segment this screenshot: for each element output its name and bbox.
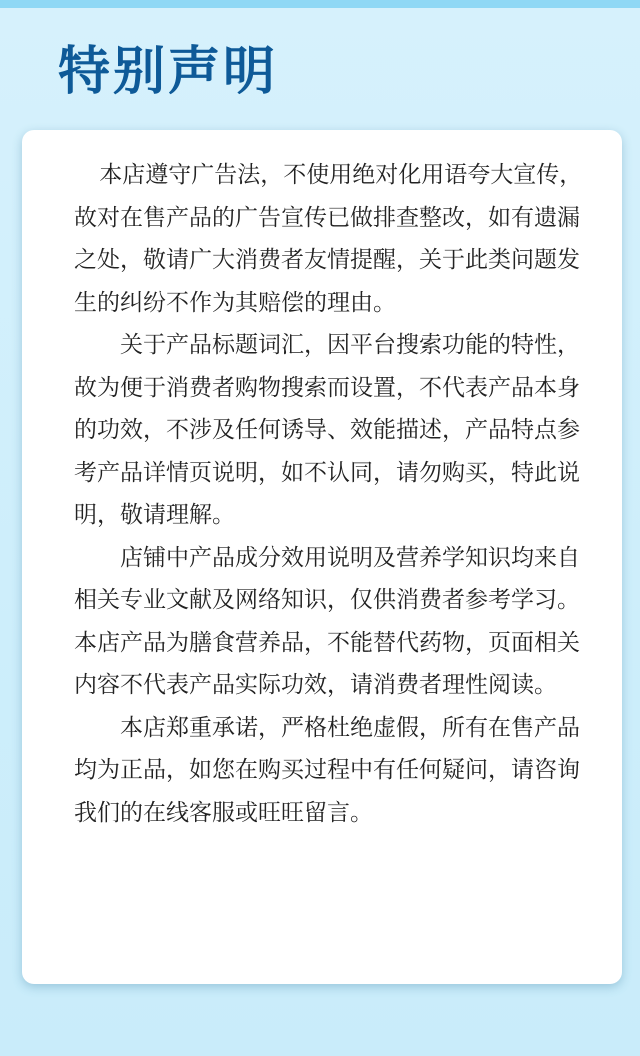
notice-paragraph-nutrition-info: 店铺中产品成分效用说明及营养学知识均来自相关专业文献及网络知识，仅供消费者参考学习。本店产品为膳食营养品，不能替代药物，页面相关内容不代表产品实际功效，请消费者理性阅读。 bbox=[74, 544, 580, 698]
notice-card bbox=[22, 130, 622, 984]
page-title: 特别声明 bbox=[58, 42, 279, 102]
notice-paragraph-advertising-law: 本店遵守广告法，不使用绝对化用语夸大宣传，故对在售产品的广告宣传已做排查整改，如有遗漏之处，敬请广大消费者友情提醒，关于此类问题发生的纠纷不作为其赔偿的理由。 bbox=[74, 162, 583, 316]
notice-paragraph-title-keywords: 关于产品标题词汇，因平台搜索功能的特性，故为便于消费者购物搜索而设置，不代表产品本身的功效，不涉及任何诱导、效能描述，产品特点参考产品详情页说明，如不认同，请勿购买，特此说明，敬请理解。 bbox=[74, 332, 580, 528]
notice-body bbox=[74, 154, 594, 834]
top-accent-strip bbox=[0, 0, 640, 8]
notice-paragraph-authenticity: 本店郑重承诺，严格杜绝虚假，所有在售产品均为正品，如您在购买过程中有任何疑问，请咨询我们的在线客服或旺旺留言。 bbox=[74, 714, 580, 826]
